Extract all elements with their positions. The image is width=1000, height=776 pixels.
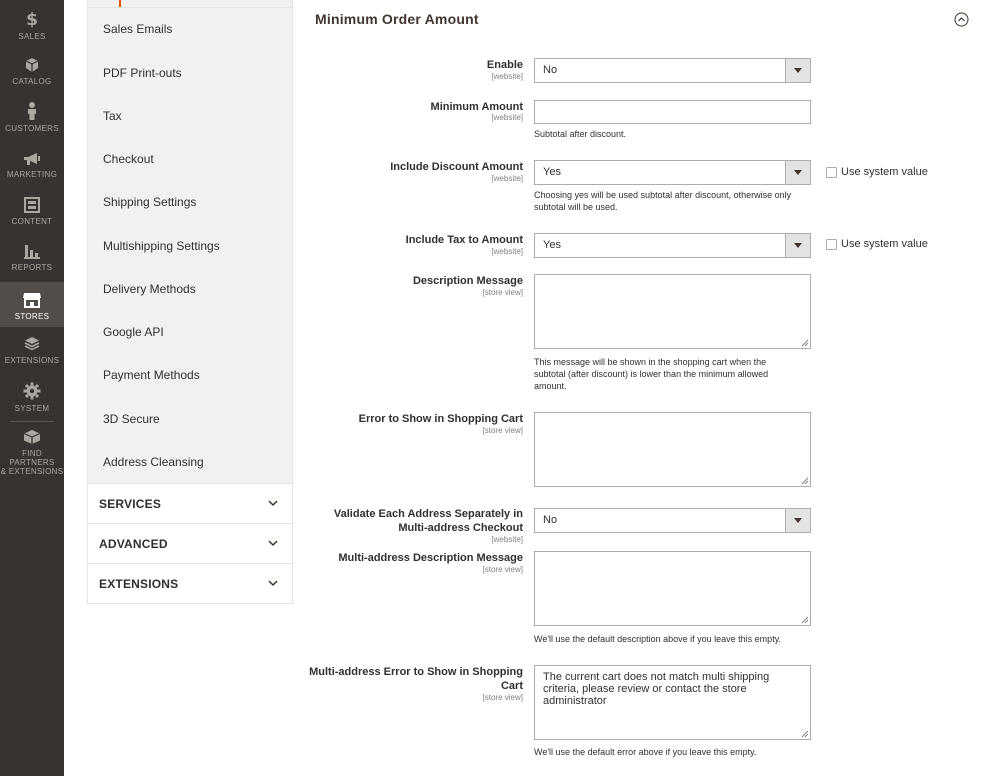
select-value: No [543,64,558,76]
description-message-textarea[interactable] [534,274,811,349]
scope-label: [website] [491,247,523,256]
scope-label: [store view] [482,426,523,435]
select-value: Yes [543,239,561,251]
nav-item-content[interactable] [0,197,64,233]
tab-item-delivery-methods[interactable]: Delivery Methods [103,282,196,296]
note-line: subtotal (after discount) is lower than the minimum allowed [534,369,769,379]
scope-label: [website] [491,535,523,544]
select-value: No [543,514,558,526]
nav-item-customers[interactable] [0,102,64,138]
include-tax-label: Include Tax to Amount [405,234,523,246]
chevron-down-icon [267,537,279,549]
note-line: Choosing yes will be used subtotal after discount, otherwise only [534,190,792,200]
note-line: This message will be shown in the shopping cart when the [534,357,767,367]
description-message-label: Description Message [412,275,523,287]
admin-sidebar [0,0,64,776]
nav-label: FIND PARTNERS [9,449,55,467]
resize-grip-icon[interactable] [801,616,809,624]
nav-item-extensions[interactable] [0,336,64,372]
scope-label: [store view] [482,565,523,574]
resize-grip-icon[interactable] [801,339,809,347]
tab-item-address-cleansing[interactable]: Address Cleansing [103,455,204,469]
nav-item-catalog[interactable] [0,57,64,93]
include-discount-label: Include Discount Amount [390,161,523,173]
tab-item-pdf-printouts[interactable]: PDF Print-outs [103,66,182,80]
field-note [534,356,819,392]
gear-icon [23,382,41,400]
scope-label: [website] [491,113,523,122]
scope-label: [website] [491,174,523,183]
layout-icon [24,197,40,213]
cube-icon [24,57,40,73]
section-extensions[interactable] [87,564,293,604]
note-line: amount. [534,381,567,391]
enable-select[interactable] [534,58,811,83]
svg-text:$: $ [26,10,38,28]
resize-grip-icon[interactable] [801,730,809,738]
section-advanced[interactable] [87,524,293,564]
textarea-line: criteria, please review or contact the store [543,683,747,695]
note-line: subtotal will be used. [534,202,618,212]
error-message-label: Error to Show in Shopping Cart [358,413,523,425]
checkbox[interactable] [826,239,837,250]
fieldset-title[interactable]: Minimum Order Amount [315,11,479,27]
nav-item-sales[interactable] [0,10,64,46]
minimum-amount-label: Minimum Amount [430,101,523,113]
tab-item-google-api[interactable]: Google API [103,325,164,339]
nav-divider [10,421,54,422]
multi-error-textarea[interactable] [534,665,811,740]
caret-down-icon [794,243,802,248]
multi-description-label: Multi-address Description Message [338,552,523,564]
collapse-icon[interactable] [954,12,969,27]
nav-label: MARKETING [6,170,58,179]
nav-label-line2: & EXTENSIONS [0,467,64,476]
tab-item-payment-methods[interactable]: Payment Methods [103,368,200,382]
sales-tab-items [87,0,293,484]
nav-item-reports[interactable] [0,243,64,279]
nav-label: CONTENT [11,217,53,226]
multi-error-label [303,665,523,693]
dollar-icon [25,10,39,28]
field-note [534,189,819,213]
select-value: Yes [543,166,561,178]
include-tax-select[interactable] [534,233,811,258]
tab-item-checkout[interactable]: Checkout [103,152,154,166]
minimum-amount-input[interactable] [534,100,811,124]
field-note: We'll use the default error above if you leave this empty. [534,747,757,757]
caret-down-icon [794,170,802,175]
resize-grip-icon[interactable] [801,477,809,485]
nav-label: REPORTS [11,263,53,272]
nav-item-system[interactable] [0,382,64,418]
nav-label: CATALOG [12,77,52,86]
textarea-line: administrator [543,695,607,707]
label-line: Multi-address Checkout [398,522,523,534]
chevron-down-icon [267,577,279,589]
box-icon [23,429,41,445]
person-icon [26,102,38,120]
nav-item-marketing[interactable] [0,152,64,188]
config-tabs-panel [87,0,293,604]
select-arrow [785,59,810,82]
error-message-textarea[interactable] [534,412,811,487]
config-form [309,0,985,776]
caret-down-icon [794,518,802,523]
scope-label: [store view] [482,288,523,297]
select-arrow [785,161,810,184]
nav-item-stores[interactable] [0,282,64,327]
label-line: Multi-address Error to Show in Shopping [309,666,523,678]
caret-down-icon [794,68,802,73]
validate-address-label [303,507,523,535]
enable-label: Enable [486,59,523,71]
tab-item-sales-emails[interactable]: Sales Emails [103,22,173,36]
section-services[interactable] [87,484,293,524]
scope-label: [website] [491,72,523,81]
multi-description-textarea[interactable] [534,551,811,626]
checkbox[interactable] [826,167,837,178]
select-arrow [785,509,810,532]
checkbox-label: Use system value [841,166,928,179]
field-note: We'll use the default description above if you leave this empty. [534,634,782,644]
include-discount-select[interactable] [534,160,811,185]
textarea-line: The current cart does not match multi shipping [543,671,770,683]
use-system-value-checkbox[interactable] [826,166,928,178]
megaphone-icon [23,152,41,166]
use-system-value-checkbox[interactable] [826,238,928,250]
store-icon [23,292,41,308]
select-arrow [785,234,810,257]
tab-item-tax[interactable]: Tax [103,109,122,123]
chevron-down-icon [267,497,279,509]
nav-label: EXTENSIONS [4,356,60,365]
tab-item-3d-secure[interactable]: 3D Secure [103,412,160,426]
section-title: SERVICES [99,497,162,511]
scope-label: [store view] [482,693,523,702]
bar-chart-icon [24,243,40,259]
checkbox-label: Use system value [841,238,928,251]
section-title: ADVANCED [99,537,168,551]
nav-label: CUSTOMERS [5,124,59,133]
label-line: Cart [500,680,523,692]
nav-label: STORES [14,312,50,321]
section-title: EXTENSIONS [99,577,179,591]
validate-address-select[interactable] [534,508,811,533]
nav-item-find-partners[interactable] [0,429,64,476]
divider [88,7,294,8]
nav-label: SYSTEM [14,404,50,413]
field-note: Subtotal after discount. [534,129,627,139]
nav-label: SALES [18,32,46,41]
tab-item-shipping-settings[interactable]: Shipping Settings [103,195,197,209]
extensions-icon [24,336,40,352]
tab-item-multishipping-settings[interactable]: Multishipping Settings [103,239,220,253]
label-line: Validate Each Address Separately in [333,508,523,520]
